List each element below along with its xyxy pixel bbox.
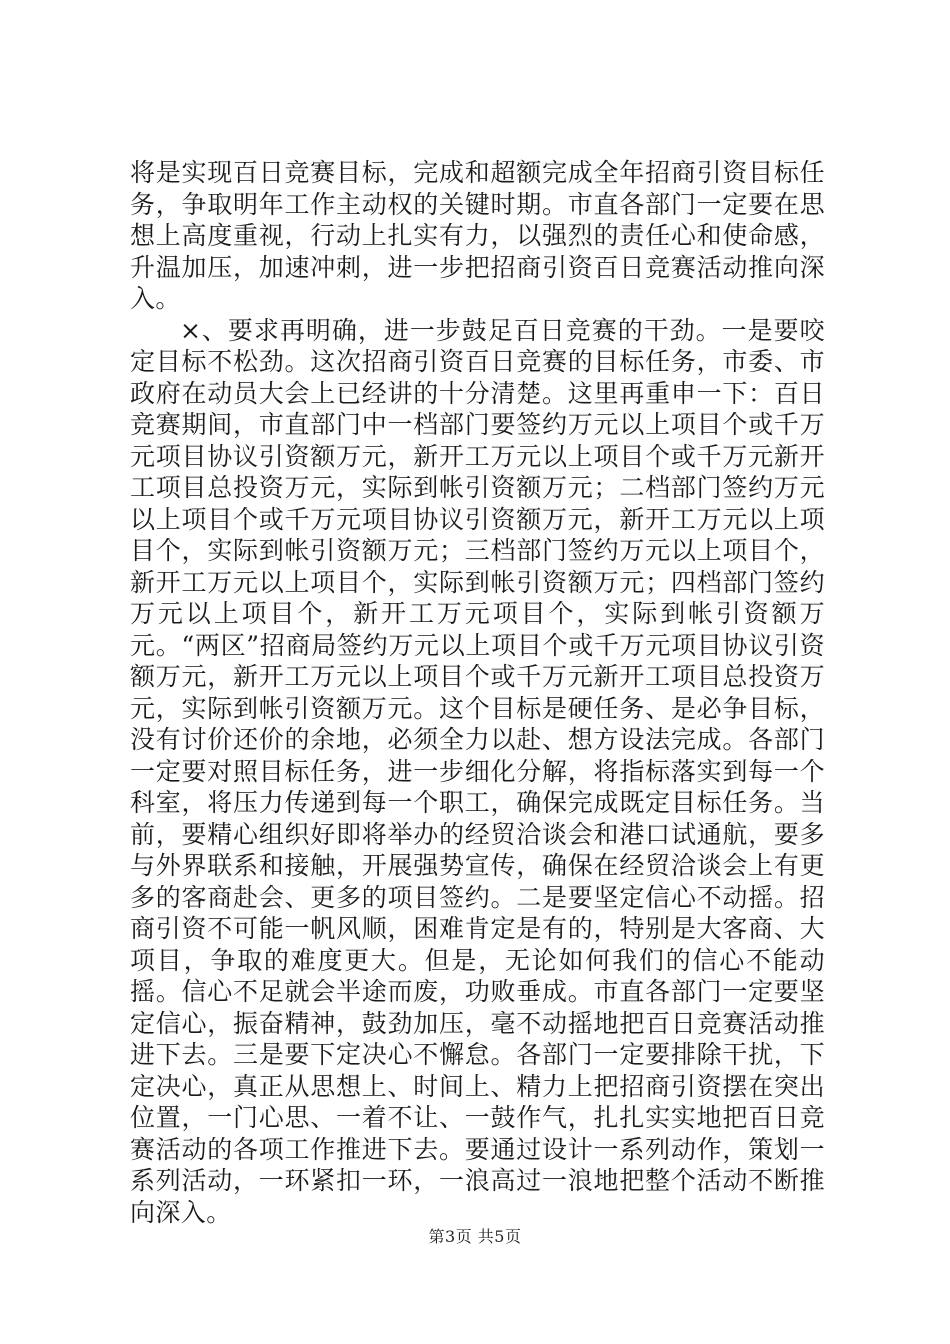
paragraph-requirements: ×、要求再明确，进一步鼓足百日竞赛的干劲。一是要咬定目标不松劲。这次招商引资百日竞赛的目标任务，市委、市政府在动员大会上已经讲的十分清楚。这里再重申一下：百日竞赛期间，市直部门中一档部门要签约万元以上项目个或千万元项目协议引资额万元，新开工万元以上项目个或千万元新开工项目总投资万元，实际到帐引资额万元；二档部门签约万元以上项目个或千万元项目协议引资额万元，新开工万元以上项目个，实际到帐引资额万元；三档部门签约万元以上项目个，新开工万元以上项目个，实际到帐引资额万元；四档部门签约万元以上项目个，新开工万元项目个，实际到帐引资额万元。“两区”招商局签约万元以上项目个或千万元项目协议引资额万元，新开工万元以上项目个或千万元新开工项目总投资万元，实际到帐引资额万元。这个目标是硬任务、是必争目标，没有讨价还价的余地，必须全力以赴、想方设法完成。各部门一定要对照目标任务，进一步细化分解，将指标落实到每一个科室，将压力传递到每一个职工，确保完成既定目标任务。当前，要精心组织好即将举办的经贸洽谈会和港口试通航，要多与外界联系和接触，开展强势宣传，确保在经贸洽谈会上有更多的客商赴会、更多的项目签约。二是要坚定信心不动摇。招商引资不可能一帆风顺，困难肯定是有的，特别是大客商、大项目，争取的难度更大。但是，无论如何我们的信心不能动摇。信心不足就会半途而废，功败垂成。市直各部门一定要坚定信心，振奋精神，鼓劲加压，毫不动摇地把百日竞赛活动推进下去。三是要下定决心不懈怠。各部门一定要排除干扰，下定决心，真正从思想上、时间上、精力上把招商引资摆在突出位置，一门心思、一着不让、一鼓作气，扎扎实实地把百日竞赛活动的各项工作推进下去。要通过设计一系列动作，策划一系列活动，一环紧扣一环，一浪高过一浪地把整个活动不断推向深入。 <box>130 315 825 1227</box>
paragraph-continuation: 将是实现百日竞赛目标，完成和超额完成全年招商引资目标任务，争取明年工作主动权的关键时期。市直各部门一定要在思想上高度重视，行动上扎实有力，以强烈的责任心和使命感，升温加压，加速冲刺，进一步把招商引资百日竞赛活动推向深入。 <box>130 158 825 313</box>
document-body <box>130 157 825 1228</box>
page-number-footer: 第3页 共5页 <box>428 1227 522 1246</box>
